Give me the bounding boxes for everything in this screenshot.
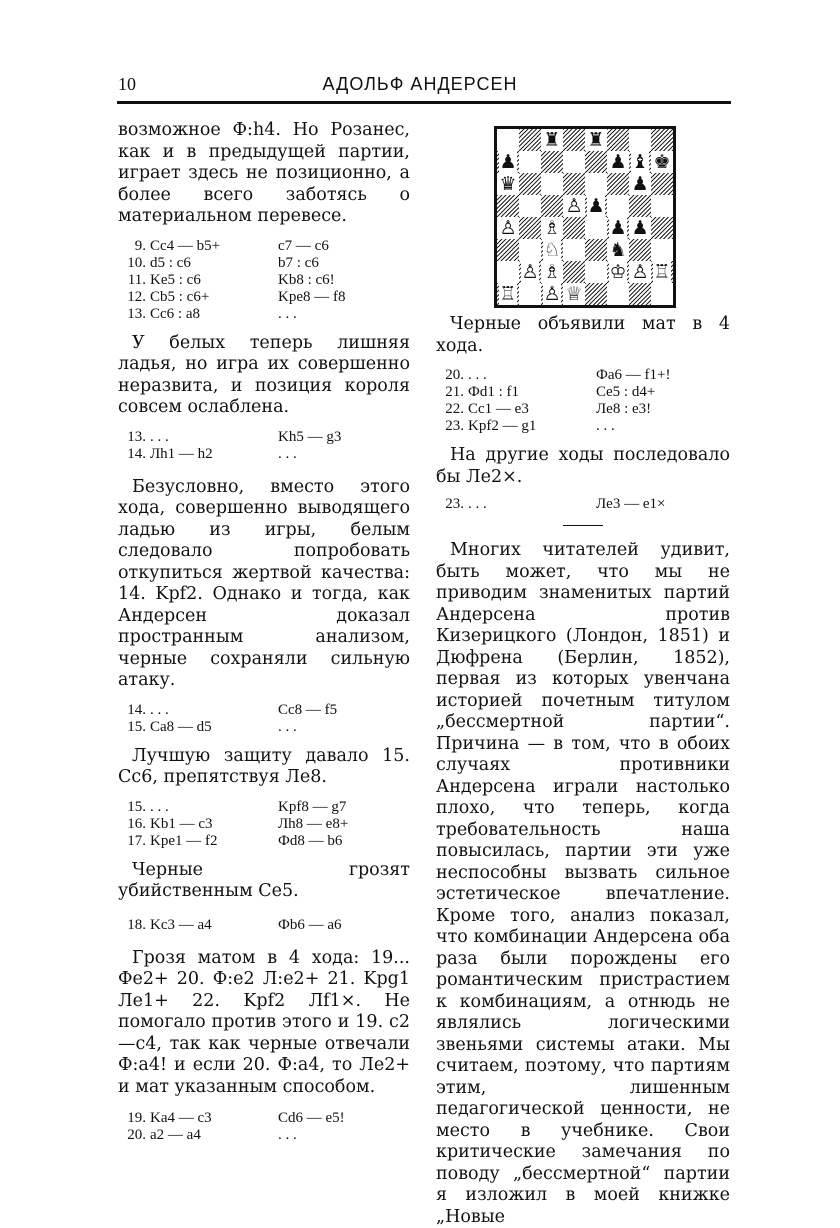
header-rule [117,101,731,104]
white-move: Cb5 : c6+ [150,288,210,305]
chess-piece: ♜ [587,129,605,151]
move-row [436,418,670,435]
chess-piece: ♟ [609,217,627,239]
board-square [651,173,673,195]
move-number: 14. [127,701,146,718]
chess-piece: ♝ [631,151,649,173]
move-row [118,719,337,736]
board-square [651,239,673,261]
chess-piece: ♙ [543,283,561,305]
white-move: a2 — a4 [150,1127,201,1143]
black-move: Kh5 — g3 [278,428,342,445]
move-row [118,289,346,306]
chess-piece: ♙ [565,195,583,217]
page-number: 10 [118,74,136,94]
chess-piece: ♙ [631,261,649,283]
white-move: Cc6 : a8 [150,305,200,322]
black-move: Лe8 : e3! [596,401,652,417]
paragraph: Лучшую защиту давало 15. Сс6, препятствуя Ле8. [118,745,410,787]
move-row [118,702,337,719]
board-square [563,151,585,173]
black-move: Фb6 — a6 [278,916,342,933]
paragraph: Многих читателей удивит, быть может, что мы не приводим знаменитых партий Андерсена против Кизерицкого (Лондон, 1851) и Дюфрена (Берлин, 1852), первая из которых увенчана историей почетным титулом „бессмертной партии“. Причина — в том, что в обоих случаях противники Андерсена играли настолько плохо, что теперь, когда требовательность наша повысилась, партии эти уже неспособны вызвать сильное эстетическое впечатление. Кроме того, анализ показал, что комбинации Андерсена оба раза были порождены его романтическим пристрастием к комбинациям, а отнюдь не являлись логическими звеньями системы атаки. Мы считаем, поэтому, что партиям этим, лишенным педагогической ценности, не место в учебнике. Свои критические замечания по поводу „бессмертной“ партии я изложил в моей книжке „Новые [436,540,730,1227]
black-move: Kpf8 — g7 [278,798,347,815]
moves-table [118,799,348,850]
chess-piece: ♚ [653,151,671,173]
board-square [607,129,629,151]
board-square [629,129,651,151]
black-move: Kb8 : c6! [278,271,335,288]
black-move: . . . [278,1127,297,1143]
move-number: 15. [127,718,146,735]
board-square [563,129,585,151]
paragraph: Безусловно, вместо этого хода, совершенно выводящего ладью из игры, белым следовало попробовать откупиться жертвой качества: 14. Kpf2. Однако и тогда, как Андерсен доказал пространным анализом, черные сохраняли сильную атаку. [118,476,410,690]
move-row [118,799,348,816]
white-move: . . . [150,428,169,445]
board-square [629,239,651,261]
board-square [497,195,519,217]
white-move: Cc1 — e3 [468,401,529,417]
move-row [118,917,342,934]
white-move: Ke5 : c6 [150,271,201,288]
chess-piece: ♘ [543,239,561,261]
black-move: . . . [278,445,297,462]
board-square [497,129,519,151]
board-square [585,151,607,173]
chess-piece: ♙ [499,217,517,239]
chess-piece: ♟ [609,151,627,173]
chess-piece: ♗ [543,261,561,283]
section-divider [563,525,603,526]
board-square [629,283,651,305]
paragraph: Грозя матом в 4 хода: 19... Фе2+ 20. Ф:е2 Л:е2+ 21. Kpg1 Ле1+ 22. Kpf2 Лf1×. Не помогало против этого и 19. с2—с4, так как черные отвечали Ф:а4! и если 20. Ф:а4, то Ле2+ и мат указанным способом. [118,947,410,1097]
board-square [497,239,519,261]
move-row [118,1127,345,1144]
black-move: b7 : c6 [278,254,319,271]
board-square [519,129,541,151]
move-row [118,833,348,850]
board-square [519,217,541,239]
move-number: 19. [127,1110,146,1126]
chess-piece: ♙ [521,261,539,283]
board-square [563,261,585,283]
board-square [651,195,673,217]
chess-piece: ♟ [587,195,605,217]
black-move: . . . [278,718,297,735]
white-move: Ka4 — c3 [150,1110,212,1126]
move-row [436,367,670,384]
black-move: Лe3 — e1× [596,496,666,512]
chess-piece: ♟ [631,173,649,195]
chess-piece: ♞ [609,239,627,261]
board-square [541,195,563,217]
board-square [519,283,541,305]
board-square [629,195,651,217]
move-number: 12. [127,288,146,305]
board-square [519,239,541,261]
board-square [585,173,607,195]
board-square [497,261,519,283]
white-move: . . . [468,496,487,512]
moves-table [118,1110,345,1144]
chess-piece: ♜ [543,129,561,151]
moves-table [118,917,342,934]
paragraph: У белых теперь лишняя ладья, но игра их совершенно неразвита, и позиция короля совсем ослаблена. [118,332,410,417]
paragraph: На другие ходы последовало бы Ле2×. [436,445,730,487]
move-number: 18. [127,916,146,933]
chess-piece: ♕ [565,283,583,305]
move-row [118,255,346,272]
board-square [563,173,585,195]
move-number: 23. [445,418,464,434]
chess-piece: ♖ [499,283,517,305]
board-square [607,283,629,305]
white-move: . . . [150,798,169,815]
moves-table [118,238,346,323]
white-move: Kb1 — c3 [150,815,213,832]
paragraph: Черные объявили мат в 4 хода. [436,314,730,356]
board-square [541,151,563,173]
chess-piece: ♗ [543,217,561,239]
black-move: . . . [278,305,297,322]
moves-table [118,702,337,736]
black-move: Cc8 — f5 [278,701,338,718]
move-number: 21. [445,384,464,400]
white-move: Ca8 — d5 [150,718,212,735]
white-move: d5 : c6 [150,254,191,271]
move-number: 14. [127,445,146,462]
move-number: 13. [127,428,146,445]
board-square [519,195,541,217]
board-square [563,239,585,261]
black-move: Фd8 — b6 [278,832,343,849]
move-number: 9. [134,237,146,254]
black-move: Фa6 — f1+! [596,367,671,383]
move-row [436,496,665,513]
paragraph: Черные грозят убийственным Се5. [118,859,410,901]
paragraph: возможное Ф:h4. Но Розанес, как и в предыдущей партии, играет здесь не позиционно, а более всего заботясь о материальном перевесе. [118,120,410,226]
move-row [118,306,346,323]
board-square [651,283,673,305]
black-move: Ce5 : d4+ [596,384,656,400]
black-move: c7 — c6 [278,237,329,254]
board-square [519,151,541,173]
chess-diagram [494,126,676,308]
board-square [585,217,607,239]
white-move: Лh1 — h2 [150,445,213,462]
move-row [118,446,341,463]
right-column [436,314,730,1228]
chess-piece: ♟ [499,151,517,173]
move-row [118,1110,345,1127]
moves-table [436,367,670,435]
black-move: Kpe8 — f8 [278,288,346,305]
white-move: . . . [150,701,169,718]
moves-table [118,429,341,463]
chess-piece: ♔ [609,261,627,283]
move-number: 20. [445,367,464,383]
move-row [118,816,348,833]
white-move: Фd1 : f1 [468,384,520,400]
move-number: 22. [445,401,464,417]
running-title: АДОЛЬФ АНДЕРСЕН [322,74,518,94]
board-square [651,217,673,239]
board-square [563,217,585,239]
board-square [607,173,629,195]
board-square [541,173,563,195]
moves-table [436,496,665,513]
white-move: Kc3 — a4 [150,916,212,933]
chess-piece: ♛ [499,173,517,195]
move-row [118,429,341,446]
black-move: Лh8 — e8+ [278,815,349,832]
move-number: 13. [127,305,146,322]
white-move: Kpe1 — f2 [150,832,218,849]
move-number: 10. [127,254,146,271]
move-number: 17. [127,832,146,849]
board-square [519,173,541,195]
move-number: 11. [127,271,146,288]
board-square [607,195,629,217]
left-column [118,120,410,1144]
move-number: 20. [127,1127,146,1143]
white-move: Cc4 — b5+ [150,237,221,254]
black-move: Cd6 — e5! [278,1110,345,1126]
move-row [118,238,346,255]
move-number: 15. [127,798,146,815]
move-number: 16. [127,815,146,832]
move-row [436,401,670,418]
move-row [118,272,346,289]
board-square [651,129,673,151]
black-move: . . . [596,418,615,434]
move-number: 23. [445,496,464,512]
chess-piece: ♟ [631,217,649,239]
board-square [585,239,607,261]
board-square [585,261,607,283]
white-move: Kpf2 — g1 [468,418,537,434]
move-row [436,384,670,401]
chess-piece: ♖ [653,261,671,283]
white-move: . . . [468,367,487,383]
board-square [585,283,607,305]
